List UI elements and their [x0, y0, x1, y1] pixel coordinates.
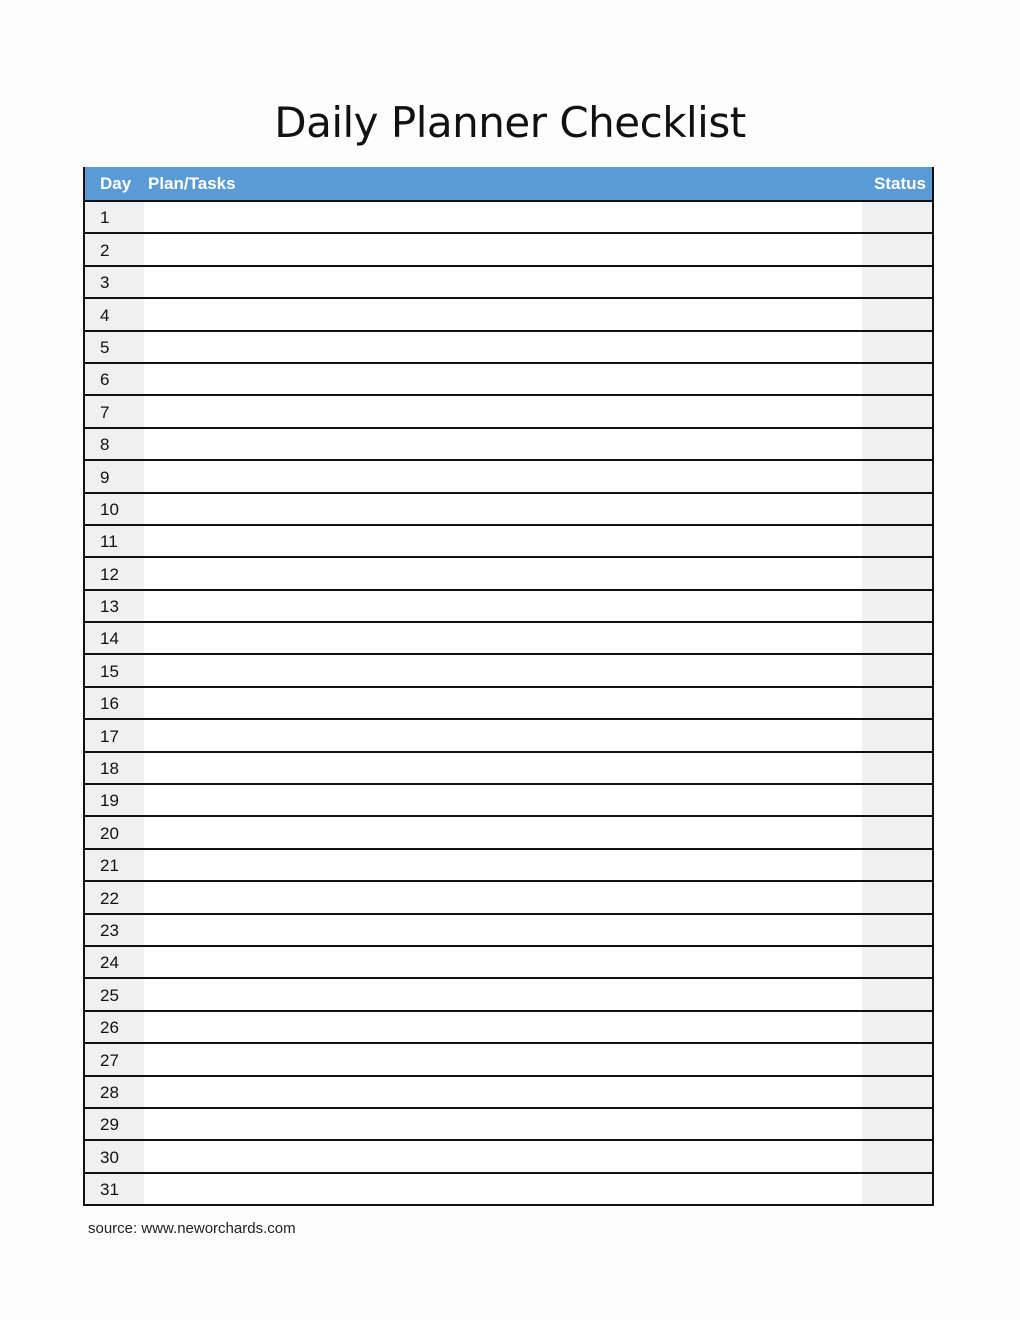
table-row — [85, 396, 932, 428]
plan-task-cell[interactable] — [144, 947, 862, 977]
plan-task-cell[interactable] — [144, 850, 862, 880]
table-row — [85, 591, 932, 623]
day-cell: 6 — [85, 364, 144, 394]
plan-task-cell[interactable] — [144, 655, 862, 685]
day-cell: 16 — [85, 688, 144, 718]
day-cell: 11 — [85, 526, 144, 556]
status-cell[interactable] — [862, 785, 932, 815]
plan-task-cell[interactable] — [144, 364, 862, 394]
table-row — [85, 720, 932, 752]
day-cell: 3 — [85, 267, 144, 297]
status-cell[interactable] — [862, 720, 932, 750]
status-cell[interactable] — [862, 850, 932, 880]
day-cell: 31 — [85, 1174, 144, 1204]
day-cell: 2 — [85, 234, 144, 264]
status-cell[interactable] — [862, 332, 932, 362]
table-row — [85, 947, 932, 979]
table-row — [85, 915, 932, 947]
day-cell: 18 — [85, 753, 144, 783]
plan-task-cell[interactable] — [144, 396, 862, 426]
table-row — [85, 364, 932, 396]
status-cell[interactable] — [862, 1174, 932, 1204]
status-cell[interactable] — [862, 494, 932, 524]
day-cell: 17 — [85, 720, 144, 750]
status-cell[interactable] — [862, 882, 932, 912]
plan-task-cell[interactable] — [144, 202, 862, 232]
day-cell: 13 — [85, 591, 144, 621]
plan-task-cell[interactable] — [144, 688, 862, 718]
table-row — [85, 461, 932, 493]
table-row — [85, 429, 932, 461]
status-cell[interactable] — [862, 299, 932, 329]
table-row — [85, 655, 932, 687]
table-row — [85, 1012, 932, 1044]
day-cell: 26 — [85, 1012, 144, 1042]
status-cell[interactable] — [862, 234, 932, 264]
plan-task-cell[interactable] — [144, 494, 862, 524]
day-cell: 5 — [85, 332, 144, 362]
status-cell[interactable] — [862, 979, 932, 1009]
plan-task-cell[interactable] — [144, 429, 862, 459]
day-cell: 4 — [85, 299, 144, 329]
table-row — [85, 558, 932, 590]
day-cell: 14 — [85, 623, 144, 653]
table-row — [85, 494, 932, 526]
header-plan-tasks: Plan/Tasks — [148, 173, 236, 193]
page-title: Daily Planner Checklist — [274, 98, 746, 147]
status-cell[interactable] — [862, 688, 932, 718]
day-cell: 23 — [85, 915, 144, 945]
day-cell: 25 — [85, 979, 144, 1009]
plan-task-cell[interactable] — [144, 785, 862, 815]
table-row — [85, 267, 932, 299]
plan-task-cell[interactable] — [144, 979, 862, 1009]
status-cell[interactable] — [862, 655, 932, 685]
table-row — [85, 234, 932, 266]
status-cell[interactable] — [862, 558, 932, 588]
status-cell[interactable] — [862, 591, 932, 621]
day-cell: 28 — [85, 1077, 144, 1107]
header-status: Status — [874, 173, 926, 193]
plan-task-cell[interactable] — [144, 1077, 862, 1107]
day-cell: 1 — [85, 202, 144, 232]
table-row — [85, 1044, 932, 1076]
plan-task-cell[interactable] — [144, 267, 862, 297]
status-cell[interactable] — [862, 1044, 932, 1074]
status-cell[interactable] — [862, 915, 932, 945]
table-row — [85, 1141, 932, 1173]
day-cell: 10 — [85, 494, 144, 524]
plan-task-cell[interactable] — [144, 1109, 862, 1139]
table-row — [85, 753, 932, 785]
day-cell: 20 — [85, 817, 144, 847]
status-cell[interactable] — [862, 202, 932, 232]
table-row — [85, 817, 932, 849]
table-row — [85, 1109, 932, 1141]
plan-task-cell[interactable] — [144, 526, 862, 556]
day-cell: 21 — [85, 850, 144, 880]
status-cell[interactable] — [862, 1141, 932, 1171]
day-cell: 15 — [85, 655, 144, 685]
day-cell: 29 — [85, 1109, 144, 1139]
status-cell[interactable] — [862, 461, 932, 491]
plan-task-cell[interactable] — [144, 623, 862, 653]
plan-task-cell[interactable] — [144, 234, 862, 264]
day-cell: 8 — [85, 429, 144, 459]
table-row — [85, 332, 932, 364]
status-cell[interactable] — [862, 526, 932, 556]
status-cell[interactable] — [862, 267, 932, 297]
header-day: Day — [100, 173, 132, 193]
plan-task-cell[interactable] — [144, 1174, 862, 1204]
plan-task-cell[interactable] — [144, 817, 862, 847]
table-row — [85, 526, 932, 558]
status-cell[interactable] — [862, 396, 932, 426]
plan-task-cell[interactable] — [144, 1044, 862, 1074]
status-cell[interactable] — [862, 1012, 932, 1042]
table-row — [85, 979, 932, 1011]
status-cell[interactable] — [862, 623, 932, 653]
table-body — [85, 202, 932, 1206]
table-row — [85, 1077, 932, 1109]
status-cell[interactable] — [862, 947, 932, 977]
plan-task-cell[interactable] — [144, 299, 862, 329]
plan-task-cell[interactable] — [144, 753, 862, 783]
status-cell[interactable] — [862, 1109, 932, 1139]
day-cell: 7 — [85, 396, 144, 426]
plan-task-cell[interactable] — [144, 558, 862, 588]
day-cell: 22 — [85, 882, 144, 912]
plan-task-cell[interactable] — [144, 461, 862, 491]
status-cell[interactable] — [862, 817, 932, 847]
source-credit: source: www.neworchards.com — [88, 1220, 296, 1237]
plan-task-cell[interactable] — [144, 1141, 862, 1171]
plan-task-cell[interactable] — [144, 720, 862, 750]
plan-task-cell[interactable] — [144, 1012, 862, 1042]
day-cell: 24 — [85, 947, 144, 977]
plan-task-cell[interactable] — [144, 591, 862, 621]
status-cell[interactable] — [862, 429, 932, 459]
table-header — [85, 167, 932, 202]
table-row — [85, 688, 932, 720]
status-cell[interactable] — [862, 364, 932, 394]
plan-task-cell[interactable] — [144, 915, 862, 945]
day-cell: 30 — [85, 1141, 144, 1171]
table-row — [85, 785, 932, 817]
status-cell[interactable] — [862, 1077, 932, 1107]
table-row — [85, 882, 932, 914]
table-row — [85, 623, 932, 655]
table-row — [85, 850, 932, 882]
status-cell[interactable] — [862, 753, 932, 783]
day-cell: 12 — [85, 558, 144, 588]
plan-task-cell[interactable] — [144, 882, 862, 912]
table-row — [85, 299, 932, 331]
planner-table — [83, 167, 934, 1206]
day-cell: 19 — [85, 785, 144, 815]
table-row — [85, 202, 932, 234]
plan-task-cell[interactable] — [144, 332, 862, 362]
day-cell: 9 — [85, 461, 144, 491]
day-cell: 27 — [85, 1044, 144, 1074]
table-row — [85, 1174, 932, 1206]
